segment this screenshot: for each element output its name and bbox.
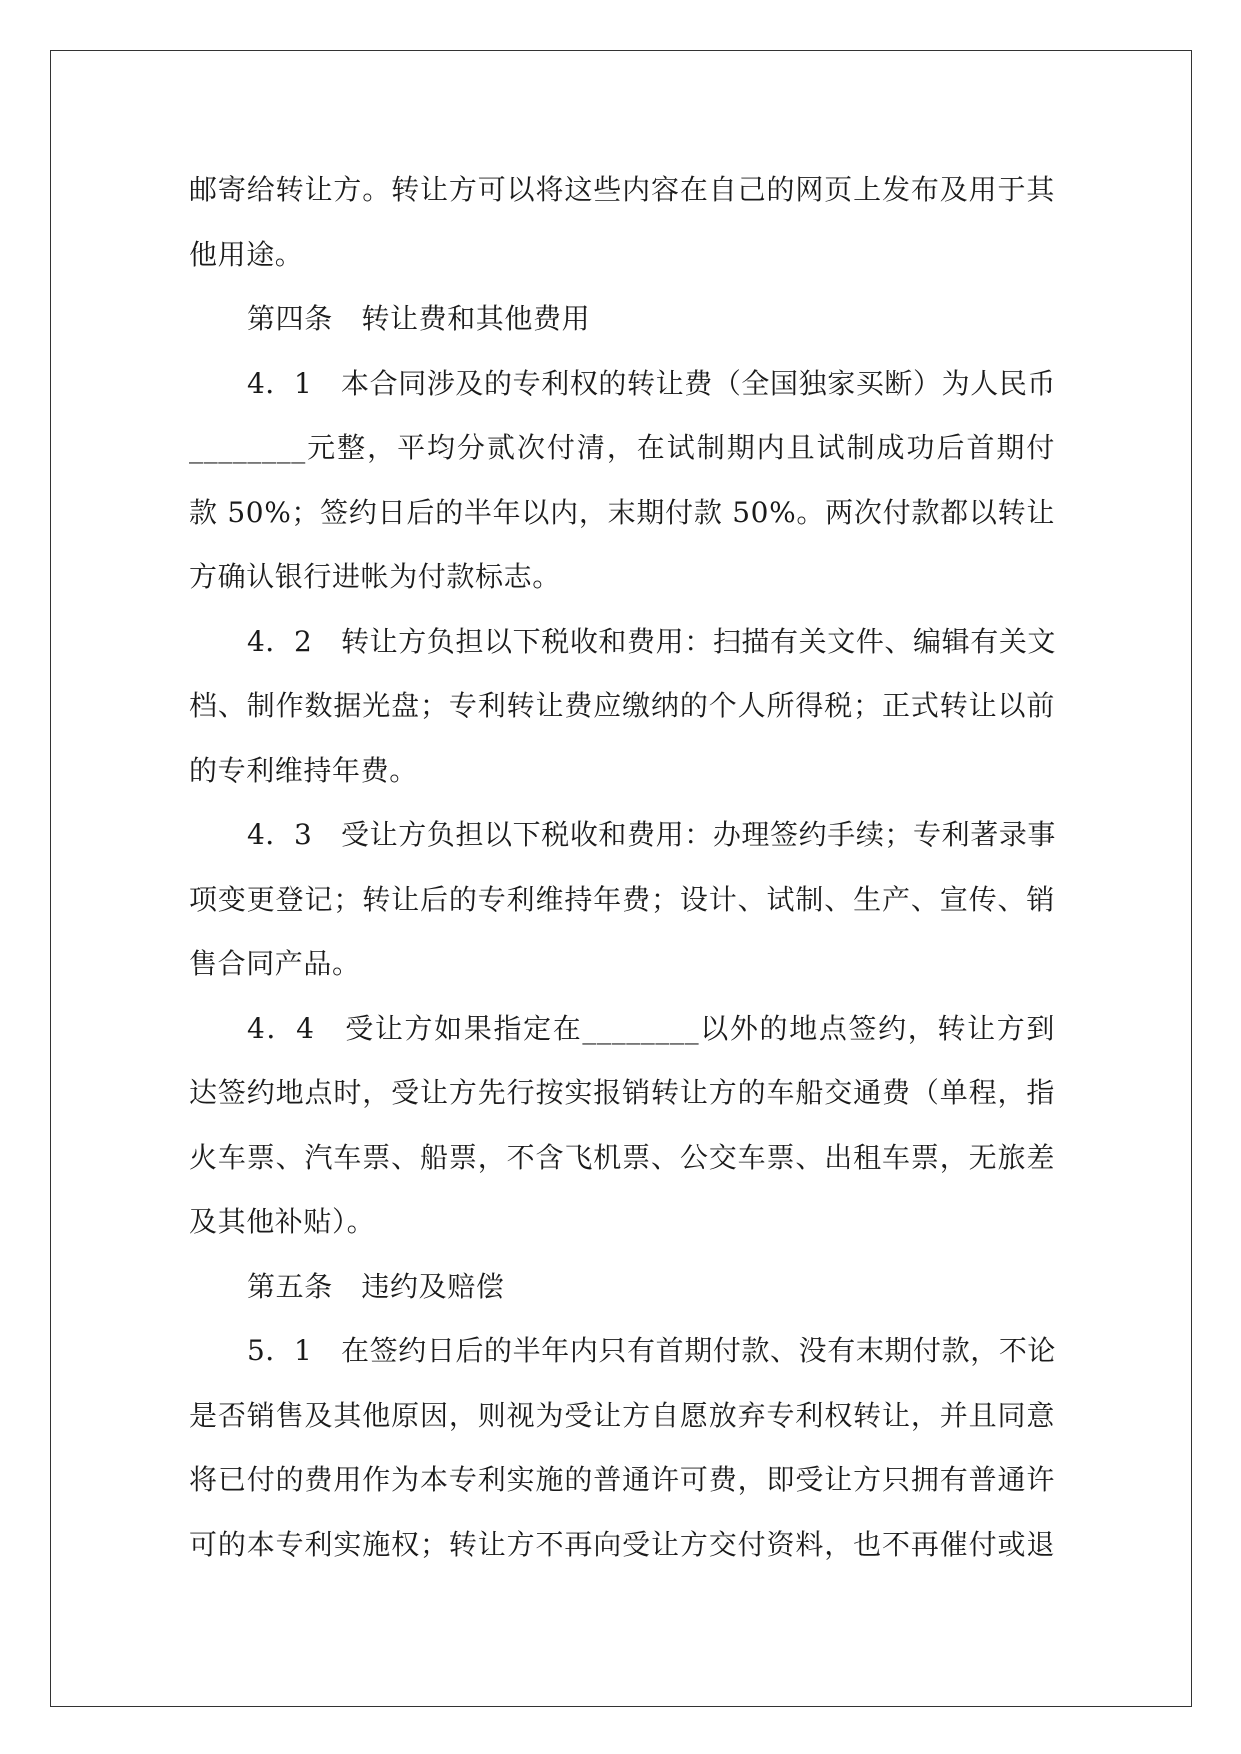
text-line: 火车票、汽车票、船票，不含飞机票、公交车票、出租车票，无旅差 — [189, 1140, 1055, 1174]
clause-line: 4．3 受让方负担以下税收和费用：办理签约手续；专利著录事 — [247, 818, 1057, 851]
text-line: 是否销售及其他原因，则视为受让方自愿放弃专利权转让，并且同意 — [189, 1398, 1055, 1432]
text-line: 的专利维持年费。 — [189, 753, 418, 787]
text-line: 项变更登记；转让后的专利维持年费；设计、试制、生产、宣传、销 — [189, 882, 1055, 916]
text-line: 款 50%；签约日后的半年以内，末期付款 50%。两次付款都以转让 — [189, 495, 1055, 529]
text-line: 档、制作数据光盘；专利转让费应缴纳的个人所得税；正式转让以前 — [189, 689, 1055, 722]
clause-line: 4．4 受让方如果指定在________以外的地点签约，转让方到 — [247, 1011, 1055, 1045]
clause-line: 4．2 转让方负担以下税收和费用：扫描有关文件、编辑有关文 — [247, 624, 1057, 658]
text-line: 可的本专利实施权；转让方不再向受让方交付资料，也不再催付或退 — [189, 1527, 1055, 1561]
document-body — [189, 158, 1055, 1577]
text-line: 将已付的费用作为本专利实施的普通许可费，即受让方只拥有普通许 — [189, 1463, 1055, 1496]
text-line: 及其他补贴）。 — [189, 1205, 376, 1238]
text-line: 方确认银行进帐为付款标志。 — [189, 560, 561, 593]
clause-line: 4．1 本合同涉及的专利权的转让费（全国独家买断）为人民币 — [247, 366, 1057, 400]
text-line: 邮寄给转让方。转让方可以将这些内容在自己的网页上发布及用于其 — [189, 173, 1055, 206]
section-heading: 第五条 违约及赔偿 — [247, 1269, 505, 1303]
clause-line: 5．1 在签约日后的半年内只有首期付款、没有末期付款，不论 — [247, 1334, 1057, 1367]
section-heading: 第四条 转让费和其他费用 — [247, 302, 591, 335]
text-line: ________元整，平均分贰次付清，在试制期内且试制成功后首期付 — [189, 431, 1055, 464]
text-line: 达签约地点时，受让方先行按实报销转让方的车船交通费（单程，指 — [189, 1076, 1055, 1109]
text-line: 售合同产品。 — [189, 947, 361, 980]
text-line: 他用途。 — [189, 237, 304, 271]
